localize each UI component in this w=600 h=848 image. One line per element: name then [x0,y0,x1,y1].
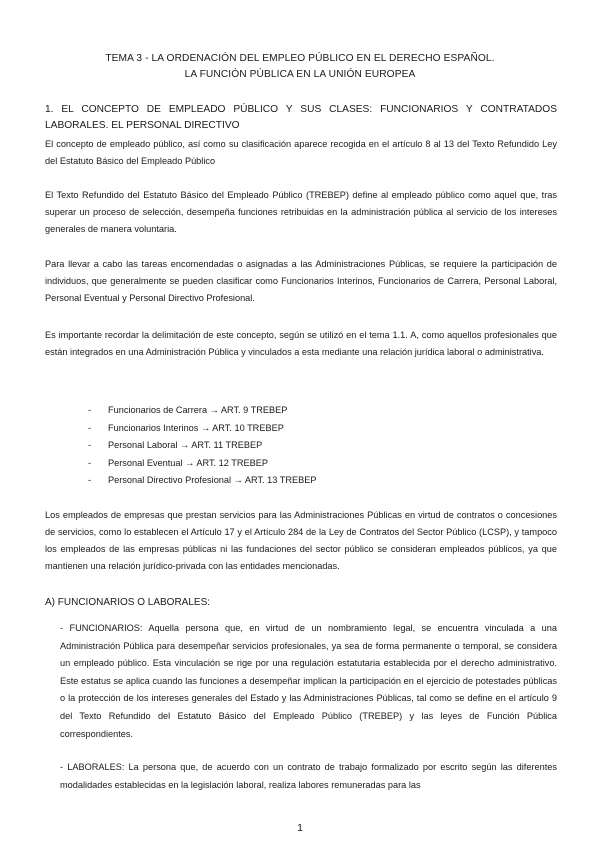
section-1-heading: 1. EL CONCEPTO DE EMPLEADO PÚBLICO Y SUS CLASES: FUNCIONARIOS Y CONTRATADOS LABORALES. EL PERSONAL DIRECTIVO [45,104,557,131]
item-laborales: - LABORALES: La persona que, de acuerdo con un contrato de trabajo formalizado por escrito según las diferentes modalidades establecidas en la legislación laboral, realiza labores remuneradas para las [60,762,557,790]
list-item [88,455,488,473]
list-item-text: Funcionarios Interinos → ART. 10 TREBEP [108,422,284,433]
list-item [88,402,488,420]
list-item-text: Funcionarios de Carrera → ART. 9 TREBEP [108,405,288,415]
section-a-heading: A) FUNCIONARIOS O LABORALES: [45,597,211,608]
bullet-dash: - [88,457,92,468]
list-item-text: Personal Eventual → ART. 12 TREBEP [108,457,269,468]
list-item [88,472,488,490]
document-title-line-1: TEMA 3 - LA ORDENACIÓN DEL EMPLEO PÚBLICO EN EL DERECHO ESPAÑOL. [105,53,495,64]
list-item-text: Personal Laboral → ART. 11 TREBEP [108,440,263,451]
paragraph-delimitation: Es importante recordar la delimitación de este concepto, según se utilizó en el tema 1.1. A, como aquellos profesionales que están integrados en una Administración Pública y vinculados a esta mediante una relación jurídica laboral o administrativa. [45,330,557,357]
bullet-dash: - [88,422,92,433]
paragraph-trebep-definition: El Texto Refundido del Estatuto Básico del Empleado Público (TREBEP) define al empleado público como aquel que, tras superar un proceso de selección, desempeña funciones retribuidas en la administración pública al servicio de los intereses generales de manera voluntaria. [45,190,557,234]
list-item [88,437,488,455]
item-funcionarios: - FUNCIONARIOS: Aquella persona que, en virtud de un nombramiento legal, se encuentra vinculada a una Administración Pública para desempeñar servicios profesionales, ya sea de forma permanente o temporal, se considera un empleado público. Esta vinculación se rige por una regulación estatutaria establecida por el derecho administrativo. Este estatus se aplica cuando las funciones a desempeñar implican la participación en el ejercicio de potestades públicas o la protección de los intereses generales del Estado y las Administraciones Públicas, tal como se define en el artículo 9 del Texto Refundido del Estatuto Básico del Empleado Público (TREBEP) y las leyes de Función Pública correspondientes. [60,623,557,739]
list-item [88,420,488,438]
employee-types-list [88,402,488,490]
bullet-dash: - [88,405,92,415]
bullet-dash: - [88,440,92,451]
document-title-line-2: LA FUNCIÓN PÚBLICA EN LA UNIÓN EUROPEA [184,69,416,80]
list-item-text: Personal Directivo Profesional → ART. 13 TREBEP [108,475,317,486]
bullet-dash: - [88,475,92,486]
paragraph-contractors: Los empleados de empresas que prestan servicios para las Administraciones Públicas en virtud de contratos o concesiones de servicios, como lo establecen el Artículo 17 y el Artículo 284 de la Ley de Contratos del Sector Público (LCSP), y tampoco los empleados de las empresas públicas ni las fundaciones del sector público se consideran empleados públicos, ya que mantienen una relación jurídico-privada con las entidades mencionadas. [45,510,557,571]
paragraph-concept: El concepto de empleado público, así como su clasificación aparece recogida en el artículo 8 al 13 del Texto Refundido Ley del Estatuto Básico del Empleado Público [45,139,557,166]
page-number: 1 [297,822,303,834]
paragraph-classification: Para llevar a cabo las tareas encomendadas o asignadas a las Administraciones Públicas, se requiere la participación de individuos, que generalmente se pueden clasificar como Funcionarios Interinos, Funcionarios de Carrera, Personal Laboral, Personal Eventual y Personal Directivo Profesional. [45,259,557,303]
